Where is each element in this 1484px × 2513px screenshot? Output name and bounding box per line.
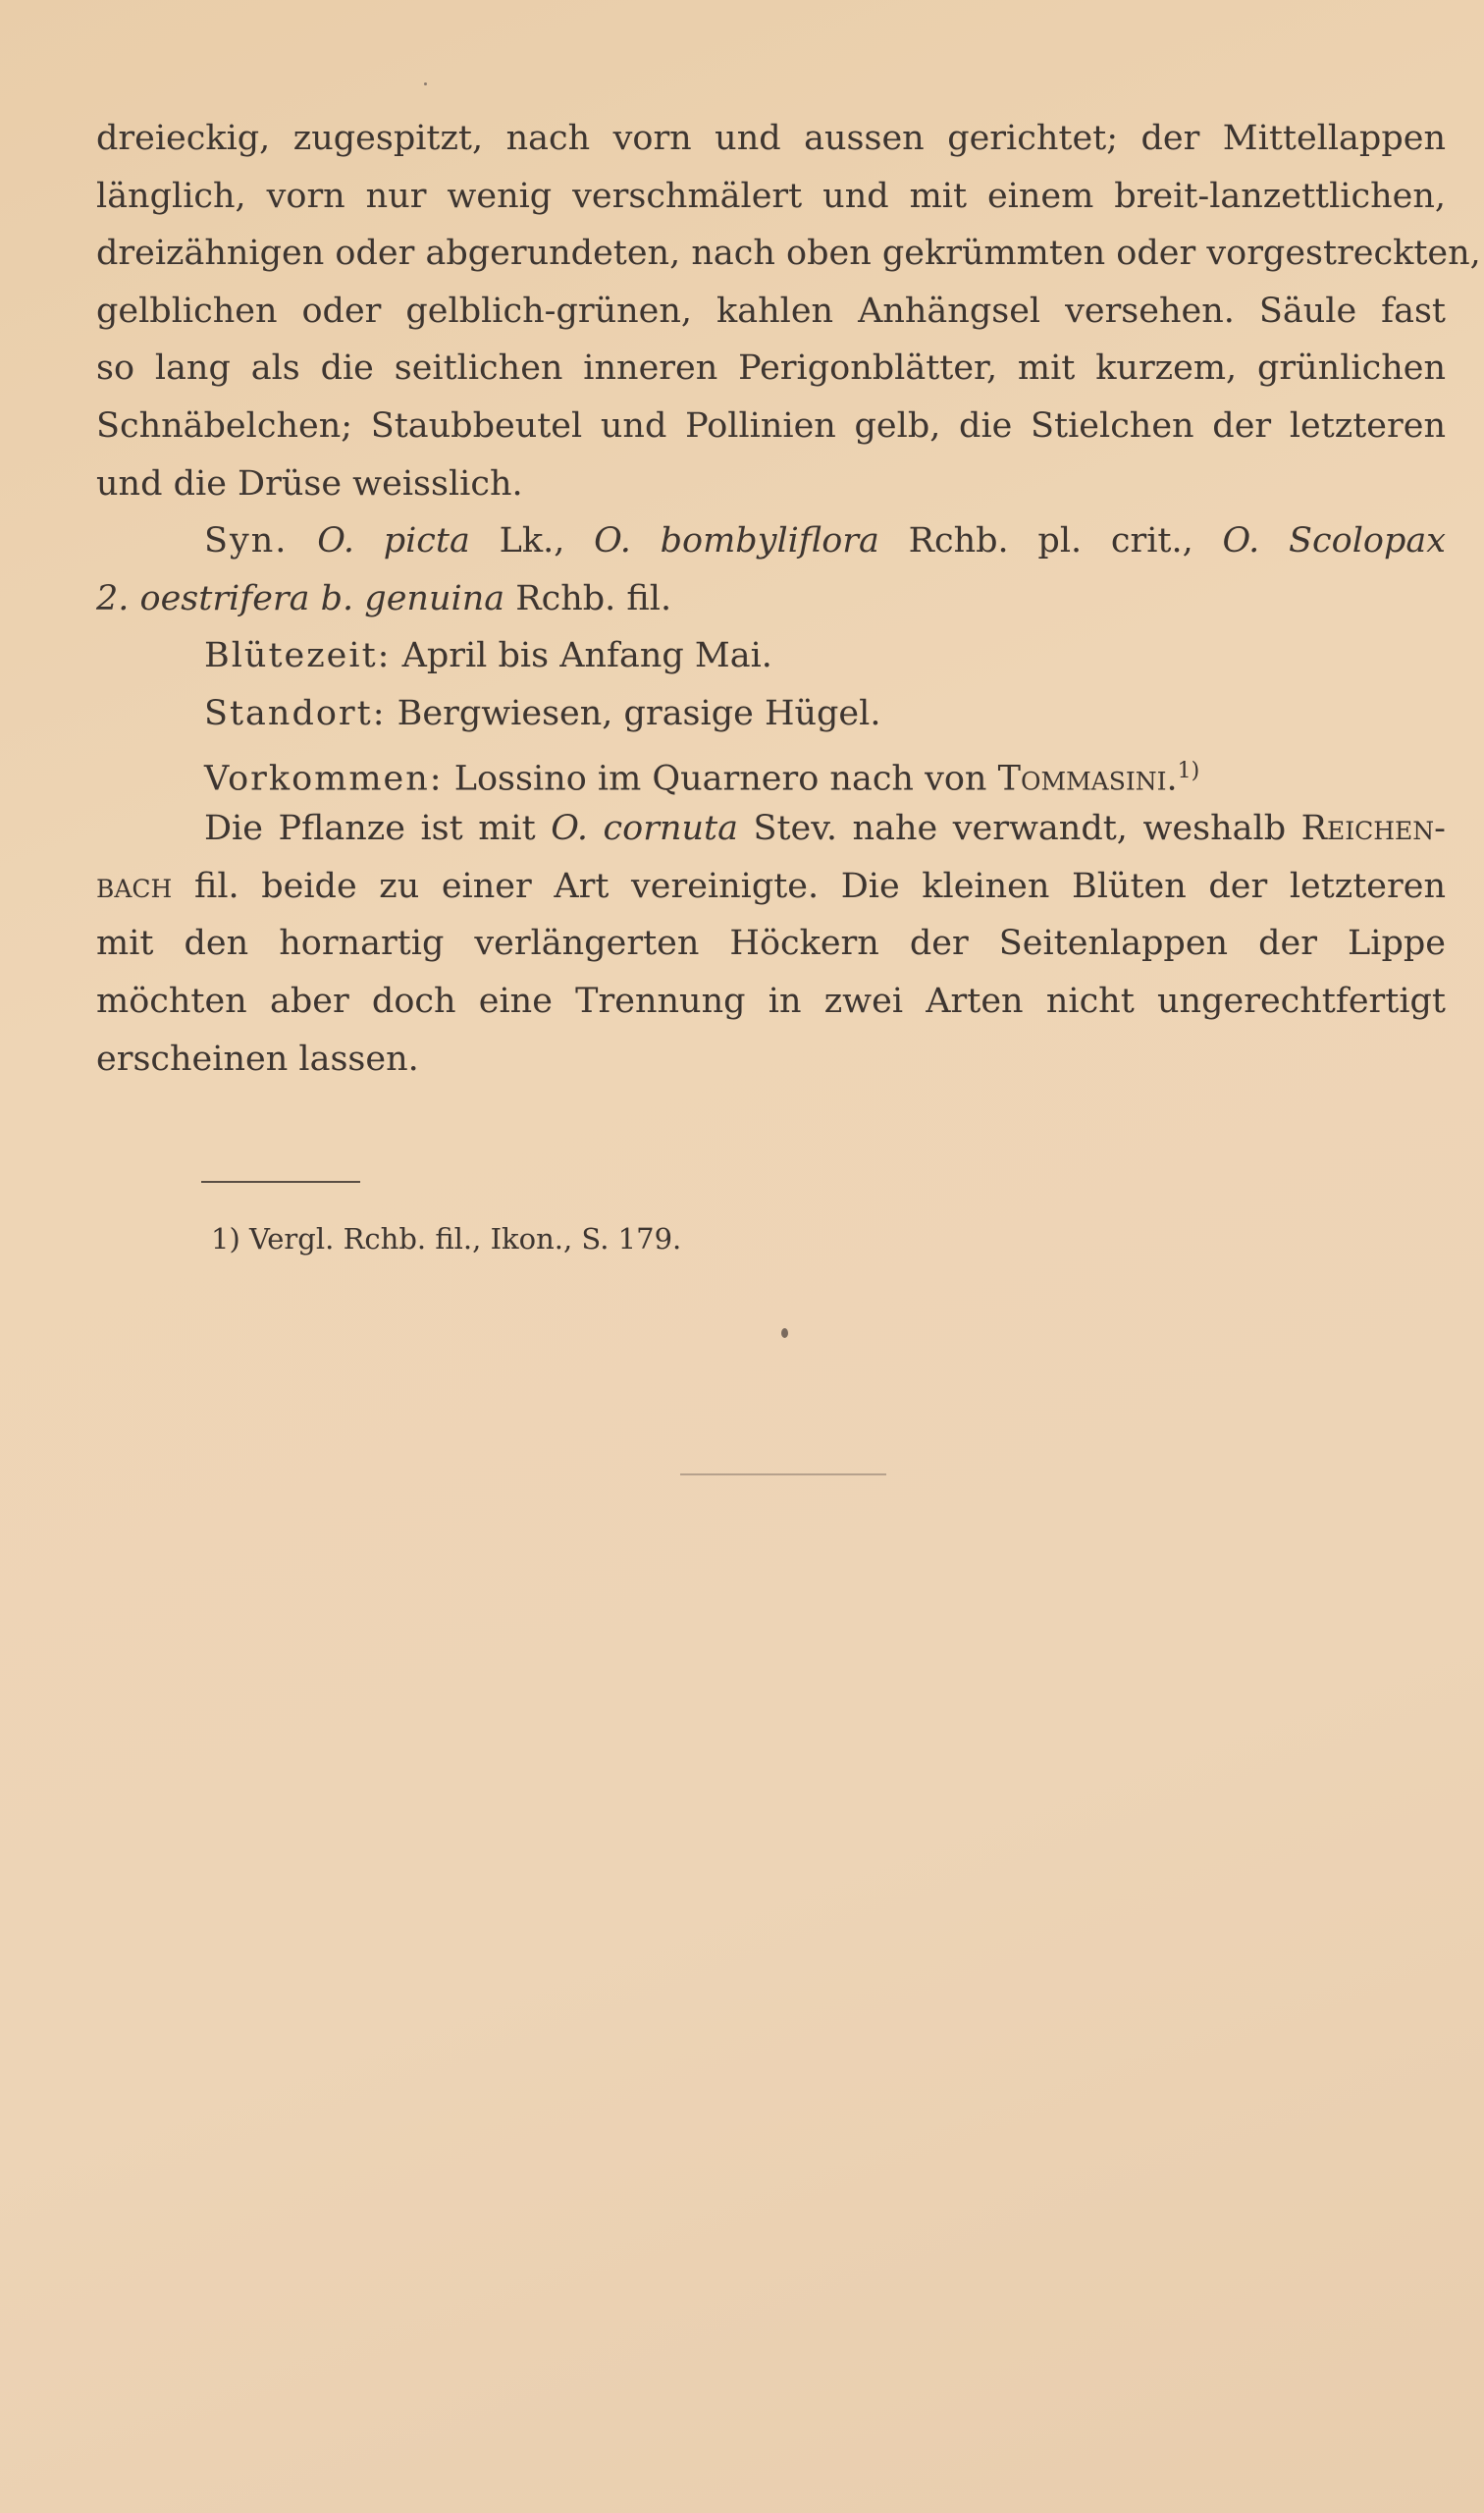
vorkommen-label: Vorkommen: [204, 759, 444, 799]
standort-value: Bergwiesen, grasige Hügel. [397, 693, 881, 733]
synonym-name: O. Scolopax [1222, 521, 1446, 561]
text-line: mit den hornartig verlängerten Höckern der Seitenlappen der Lippe [96, 924, 1446, 964]
synonym-name: O. picta [317, 521, 470, 561]
synonyms-line [96, 512, 1446, 570]
footnote: 1) Vergl. Rchb. fil., Ikon., S. 179. [211, 1222, 682, 1256]
vorkommen-value: Lossino im Quarnero nach von [453, 759, 987, 799]
paper-speck [424, 82, 427, 85]
bluetezeit-line [96, 627, 1446, 685]
author-name: Reichen- [1300, 809, 1446, 849]
vorkommen-line [96, 743, 1446, 801]
standort-line [96, 685, 1446, 743]
text-line: dreieckig, zugespitzt, nach vorn und aussen gerichtet; der Mittellappen [96, 119, 1446, 158]
text-line: erscheinen lassen. [96, 1039, 419, 1079]
synonyms-label: Syn. [204, 521, 289, 561]
standort-label: Standort: [204, 693, 387, 733]
main-text [96, 110, 1481, 1088]
text-line: und die Drüse weisslich. [96, 463, 523, 504]
text-line [96, 800, 1446, 858]
ink-dot [781, 1328, 788, 1338]
text-span: Stev. nahe verwandt, weshalb [753, 809, 1287, 849]
text-line: gelblichen oder gelblich-grünen, kahlen Anhängsel versehen. Säule fast [96, 291, 1446, 331]
text-line: Schnäbelchen; Staubbeutel und Pollinien gelb, die Stielchen der letzteren [96, 405, 1446, 446]
vorkommen-author: Tommasini. [997, 759, 1178, 799]
synonym-author: Rchb. pl. crit., [908, 521, 1193, 561]
synonym-name: O. bombyliflora [594, 521, 879, 561]
text-line: möchten aber doch eine Trennung in zwei Arten nicht ungerechtfertigt [96, 981, 1446, 1021]
text-line [96, 858, 1446, 916]
author-name: bach [96, 866, 173, 906]
species-name: O. cornuta [551, 809, 738, 849]
text-span: fil. beide zu einer Art vereinigte. Die kleinen Blüten der letzteren [193, 866, 1446, 906]
bluetezeit-value: April bis Anfang Mai. [401, 636, 772, 676]
synonym-author: Lk., [499, 521, 565, 561]
footnote-ref: 1) [1177, 758, 1200, 783]
end-rule [680, 1473, 886, 1475]
text-span: Die Pflanze ist mit [204, 809, 536, 849]
text-line: so lang als die seitlichen inneren Perigonblätter, mit kurzem, grünlichen [96, 348, 1446, 389]
footnote-divider [201, 1181, 360, 1183]
text-line: länglich, vorn nur wenig verschmälert und mit einem breit-lanzettlichen, [96, 176, 1446, 216]
synonyms-line [96, 570, 1446, 628]
text-line: dreizähnigen oder abgerundeten, nach oben gekrümmten oder vorgestreckten, [96, 234, 1481, 274]
bluetezeit-label: Blütezeit: [204, 636, 392, 676]
synonym-name: 2. oestrifera b. genuina [96, 578, 505, 618]
synonym-author: Rchb. fil. [515, 578, 672, 618]
